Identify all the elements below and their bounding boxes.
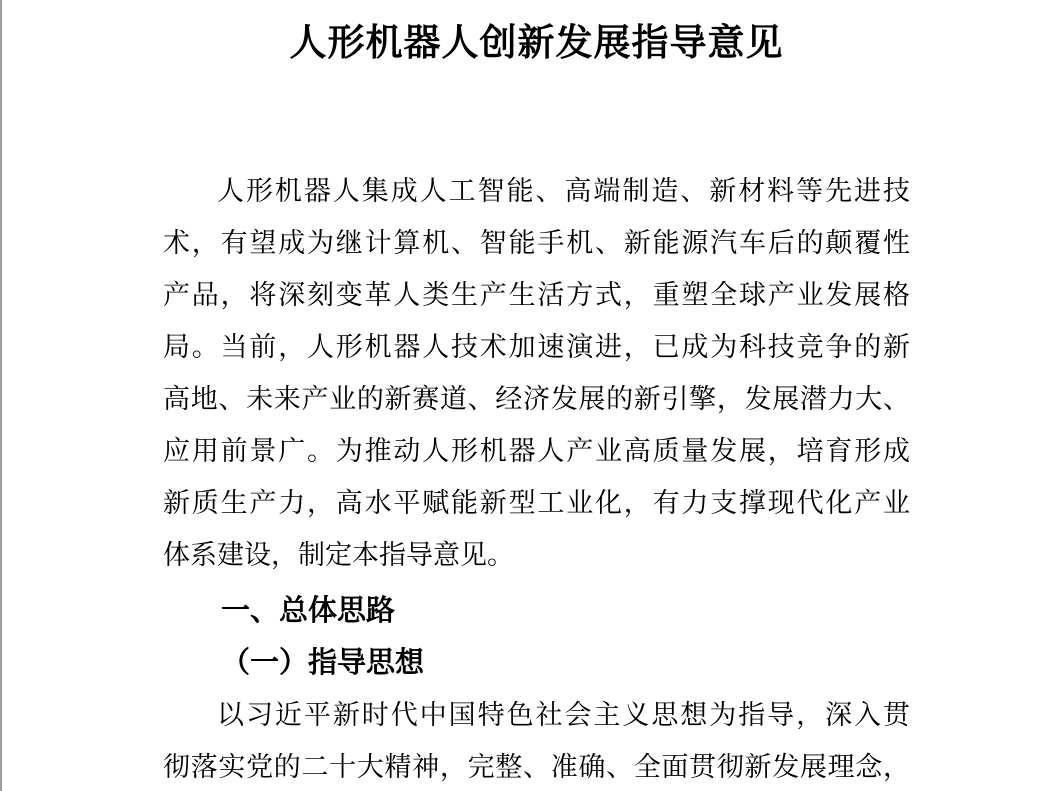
paragraph2-line2: 彻落实党的二十大精神，完整、准确、全面贯彻新发展理念， [163, 752, 910, 782]
paragraph2-line1: 以习近平新时代中国特色社会主义思想为指导，深入贯 [217, 700, 910, 730]
subsection-heading: （一）指导思想 [221, 647, 425, 679]
paragraph1-line2: 术，有望成为继计算机、智能手机、新能源汽车后的颠覆性 [163, 228, 910, 258]
paragraph1-line3: 产品，将深刻变革人类生产生活方式，重塑全球产业发展格 [163, 280, 910, 310]
document-body [163, 0, 910, 791]
section-heading: 一、总体思路 [221, 595, 396, 627]
paragraph1-line4: 局。当前，人形机器人技术加速演进，已成为科技竞争的新 [163, 332, 910, 362]
document-text-block [163, 165, 910, 791]
paragraph1-line6: 应用前景广。为推动人形机器人产业高质量发展，培育形成 [163, 436, 910, 466]
paragraph1-line1: 人形机器人集成人工智能、高端制造、新材料等先进技 [217, 176, 910, 206]
document-title: 人形机器人创新发展指导意见 [289, 23, 784, 64]
paragraph1-line8: 体系建设，制定本指导意见。 [163, 540, 514, 570]
paragraph1-line7: 新质生产力，高水平赋能新型工业化，有力支撑现代化产业 [163, 488, 910, 518]
page-left-edge-divider [0, 0, 2, 791]
paragraph1-line5: 高地、未来产业的新赛道、经济发展的新引擎，发展潜力大、 [163, 384, 910, 414]
